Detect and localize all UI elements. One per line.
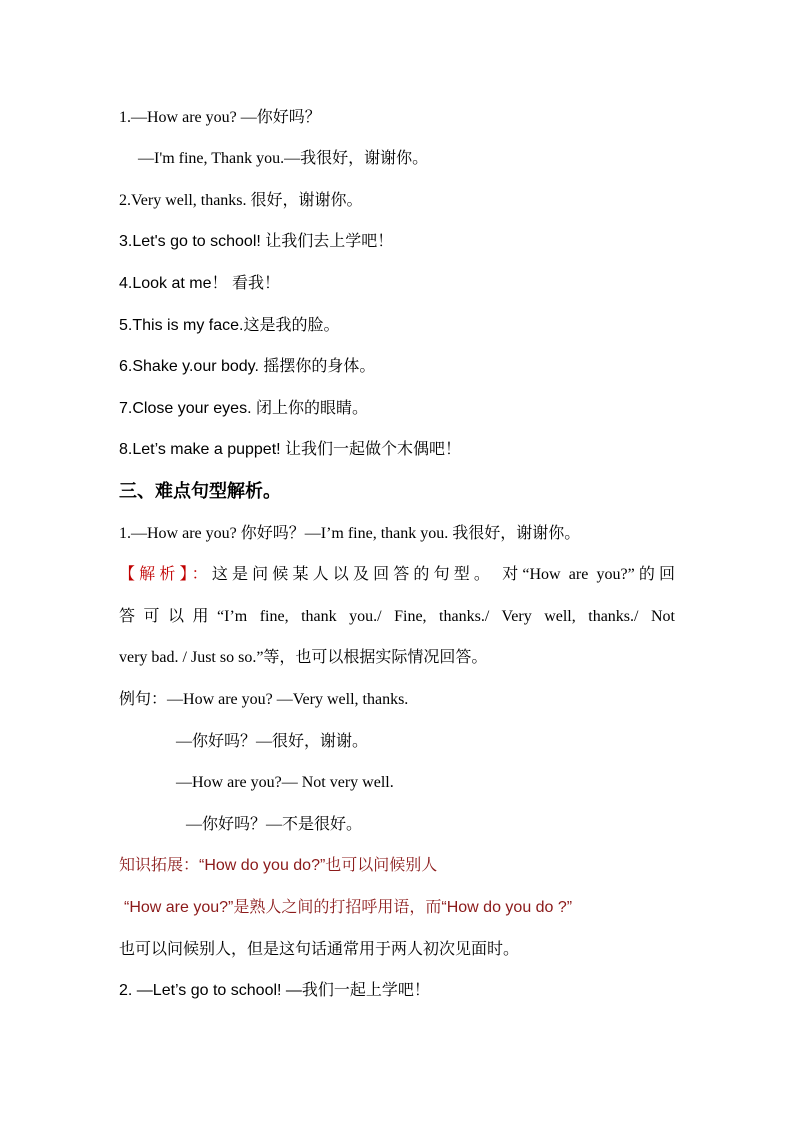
sentence-6: 6.Shake y.our body. 摇摆你的身体。: [119, 358, 376, 375]
example-1-english: —How are you? —Very well, thanks.: [167, 691, 409, 708]
extension-label: 知识拓展：: [119, 857, 200, 874]
sentence-4: 4.Look at me！ 看我！: [119, 275, 280, 292]
analysis-item-1: 1.—How are you? 你好吗？—I’m fine, thank you. 我很好，谢谢你。: [119, 525, 581, 542]
extension-line-1: [119, 856, 437, 876]
example-2-english: —How are you?— Not very well.: [176, 774, 394, 791]
analysis-item-2: 2. —Let’s go to school! —我们一起上学吧！: [119, 982, 430, 999]
sentence-5: 5.This is my face.这是我的脸。: [119, 317, 340, 334]
extension-line-2: [124, 898, 572, 918]
extension-mid-text: 是熟人之间的打招呼用语，而: [233, 899, 442, 916]
extension-line-3: 也可以问候别人，但是这句话通常用于两人初次见面时。: [119, 941, 520, 958]
analysis-paragraph-line-1: [119, 565, 675, 585]
sentence-7: 7.Close your eyes. 闭上你的眼睛。: [119, 400, 368, 417]
section-title: 三、难点句型解析。: [119, 481, 281, 502]
sentence-1-answer: —I'm fine, Thank you.—我很好，谢谢你。: [138, 150, 429, 167]
example-1-chinese: —你好吗？—很好，谢谢。: [176, 733, 369, 750]
example-label: 例句：: [119, 691, 168, 708]
example-2-chinese: —你好吗？—不是很好。: [186, 816, 363, 833]
analysis-text-1: 这是问候某人以及回答的句型。 对“How are you?”的回: [211, 566, 675, 583]
sentence-1-question: 1.—How are you? —你好吗？: [119, 109, 321, 126]
analysis-paragraph-line-3: very bad. / Just so so.”等，也可以根据实际情况回答。: [119, 649, 488, 666]
sentence-3: 3.Let's go to school! 让我们去上学吧！: [119, 233, 394, 250]
sentence-2: 2.Very well, thanks. 很好，谢谢你。: [119, 192, 363, 209]
extension-quote-2: “How do you do ?”: [441, 899, 573, 916]
extension-text-1: “How do you do?”也可以问候别人: [199, 857, 438, 874]
analysis-colon: ：: [191, 566, 212, 583]
sentence-8: 8.Let’s make a puppet! 让我们一起做个木偶吧！: [119, 441, 462, 458]
analysis-paragraph-line-2: 答可以用“I’m fine, thank you./ Fine, thanks./ Very well, thanks./ Not: [119, 608, 675, 625]
analysis-label: 【解析】: [119, 566, 192, 583]
extension-quote-1: “How are you?”: [124, 899, 234, 916]
example-line-1: [119, 690, 408, 710]
